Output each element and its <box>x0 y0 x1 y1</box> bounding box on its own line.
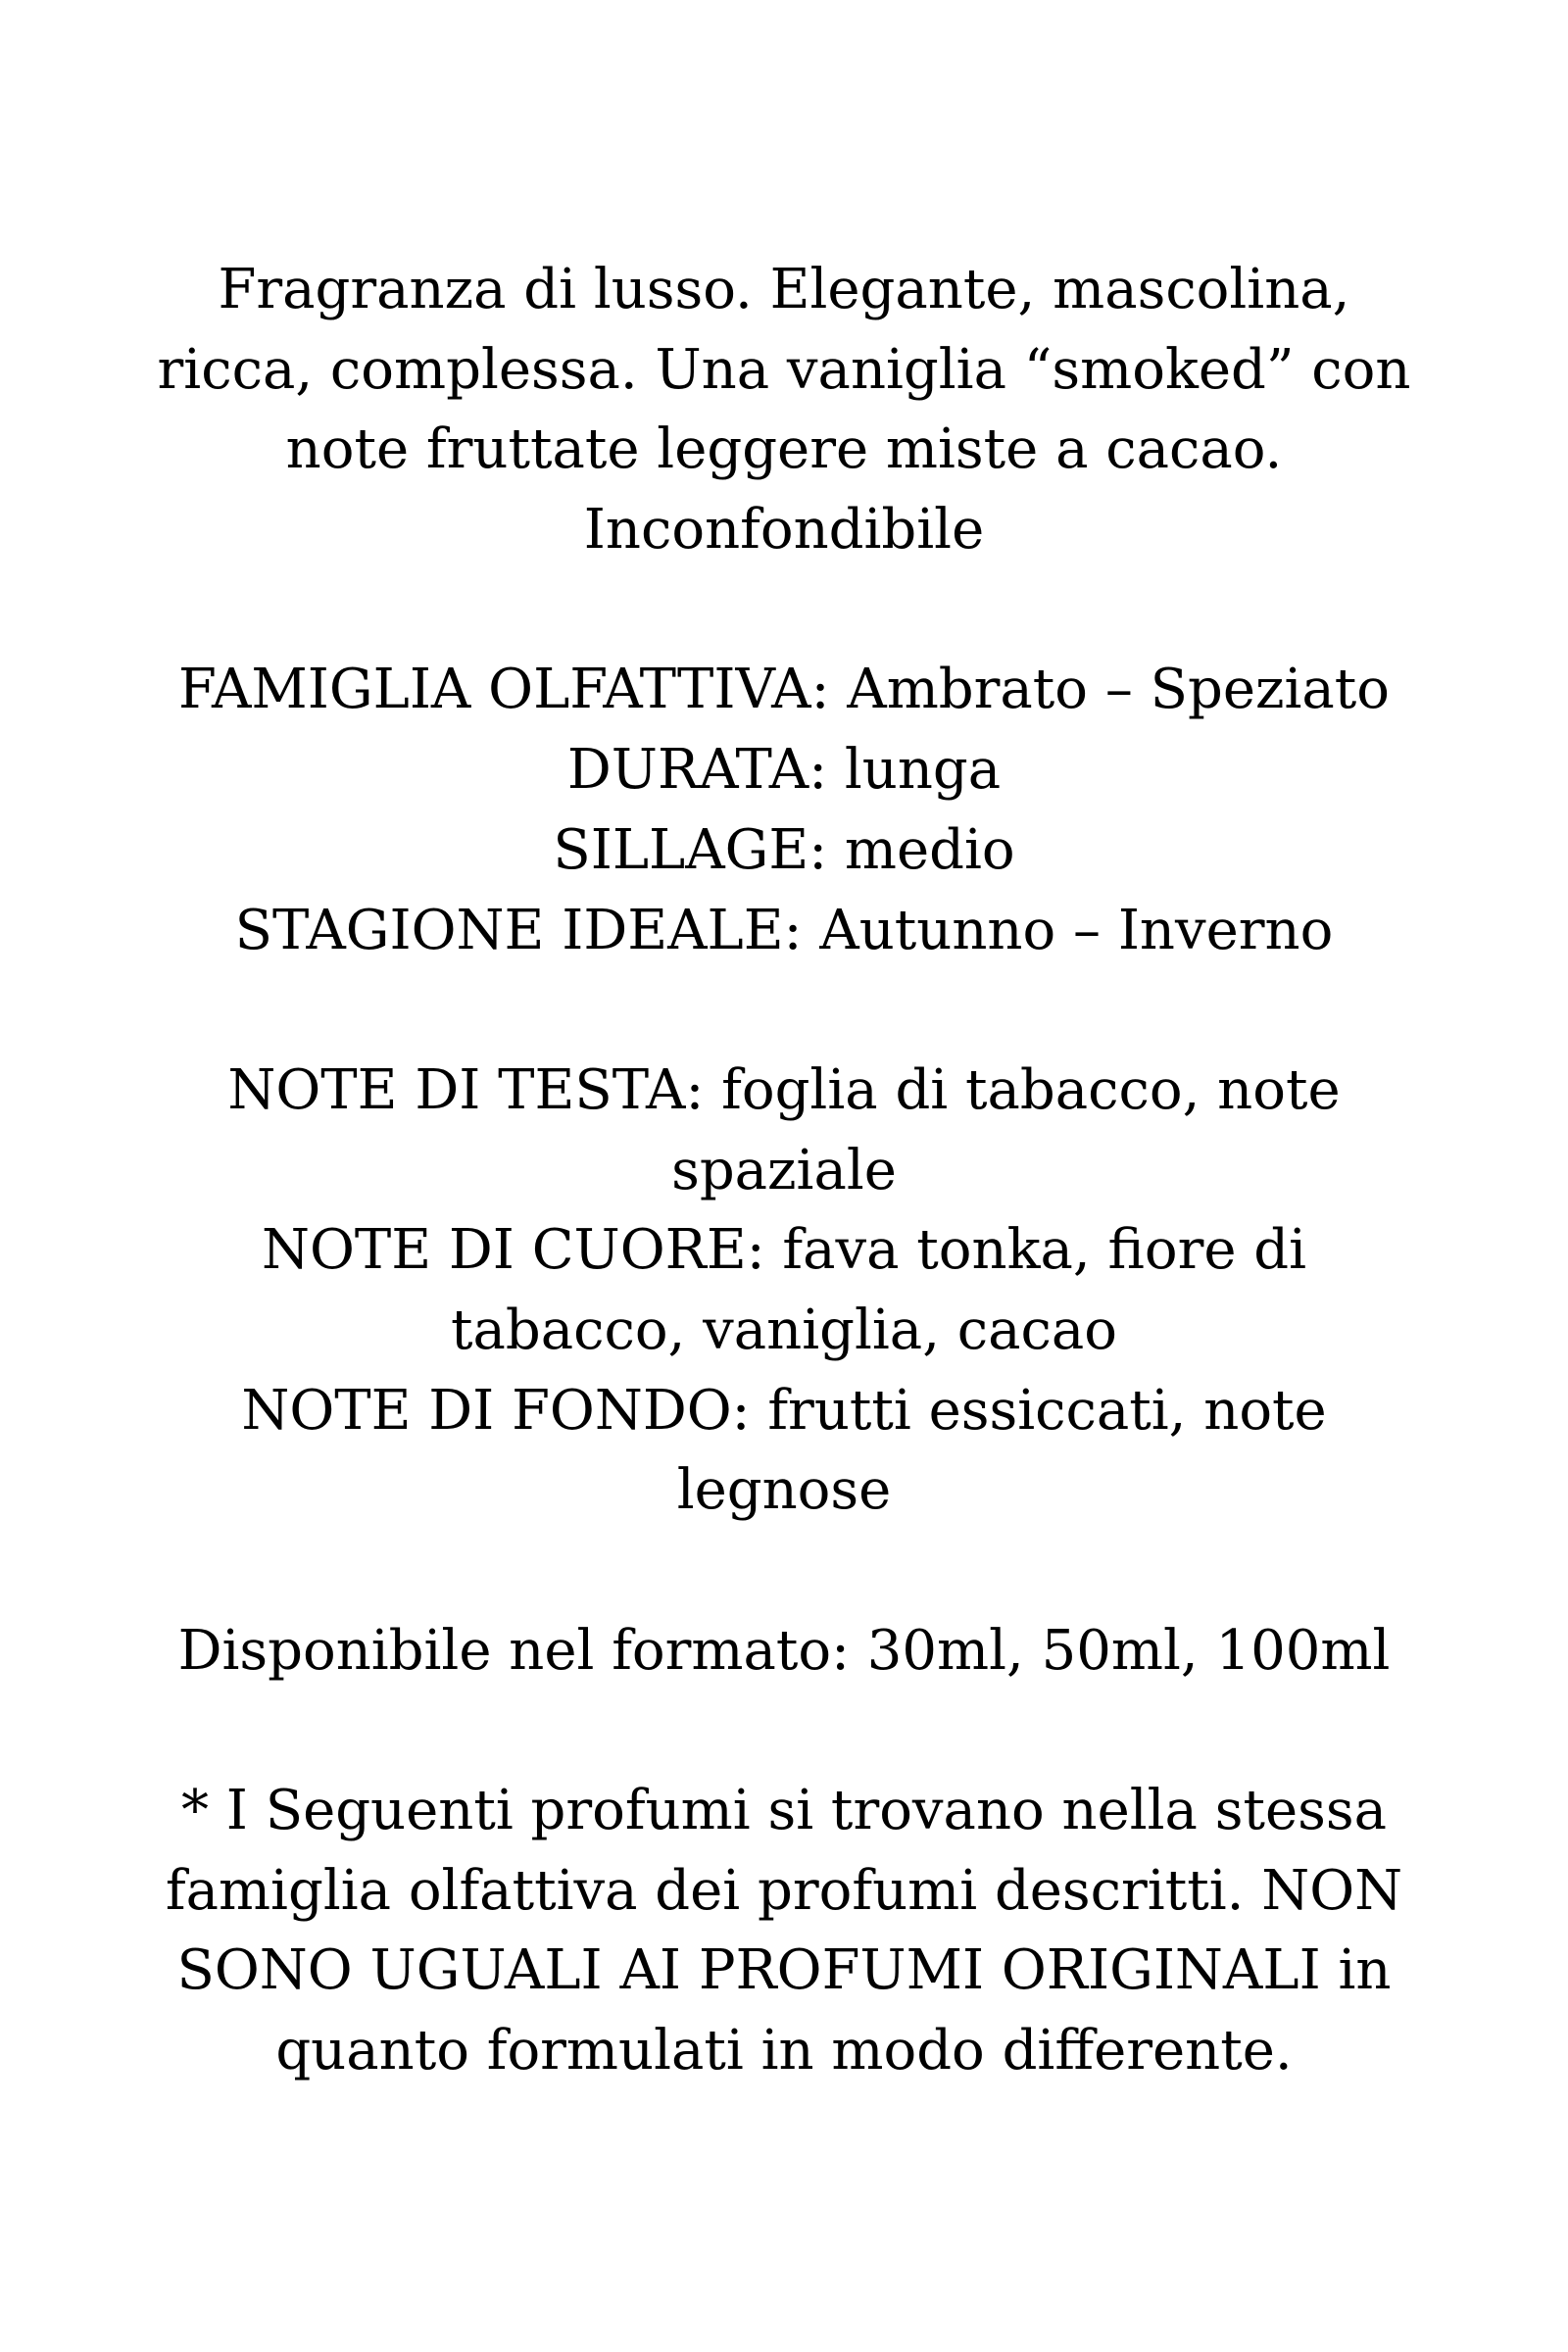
spacer <box>98 570 1470 651</box>
intro-line: note fruttate leggere miste a cacao. <box>285 417 1283 482</box>
attributes-block <box>98 650 1470 970</box>
spacer <box>98 1690 1470 1771</box>
top-notes-cont: spaziale <box>671 1138 897 1202</box>
intro-line: Inconfondibile <box>583 498 985 563</box>
disclaimer-line: famiglia olfattiva dei profumi descritti. NON <box>165 1858 1403 1923</box>
ideal-season: STAGIONE IDEALE: Autunno – Inverno <box>234 898 1334 962</box>
intro-line: Fragranza di lusso. Elegante, mascolina, <box>218 258 1350 321</box>
disclaimer-line: SONO UGUALI AI PROFUMI ORIGINALI in <box>176 1938 1392 2003</box>
spacer <box>98 970 1470 1051</box>
availability: Disponibile nel formato: 30ml, 50ml, 100ml <box>177 1618 1391 1683</box>
heart-notes-cont: tabacco, vaniglia, cacao <box>450 1298 1118 1362</box>
disclaimer-line: * I Seguenti profumi si trovano nella stessa <box>180 1779 1387 1843</box>
base-notes-cont: legnose <box>676 1458 892 1523</box>
spacer <box>98 1531 1470 1611</box>
duration: DURATA: lunga <box>566 738 1002 803</box>
disclaimer <box>98 1771 1470 2091</box>
sillage: SILLAGE: medio <box>553 817 1015 882</box>
heart-notes: NOTE DI CUORE: fava tonka, fiore di <box>261 1218 1307 1283</box>
top-notes: NOTE DI TESTA: foglia di tabacco, note <box>227 1057 1341 1122</box>
base-notes: NOTE DI FONDO: frutti essiccati, note <box>241 1378 1327 1443</box>
disclaimer-line: quanto formulati in modo differente. <box>275 2019 1293 2083</box>
intro-line: ricca, complessa. Una vaniglia “smoked” con <box>157 337 1411 402</box>
notes-block <box>98 1051 1470 1531</box>
product-description <box>98 250 1470 2091</box>
olfactory-family: FAMIGLIA OLFATTIVA: Ambrato – Speziato <box>178 658 1390 722</box>
intro-paragraph <box>98 250 1470 570</box>
